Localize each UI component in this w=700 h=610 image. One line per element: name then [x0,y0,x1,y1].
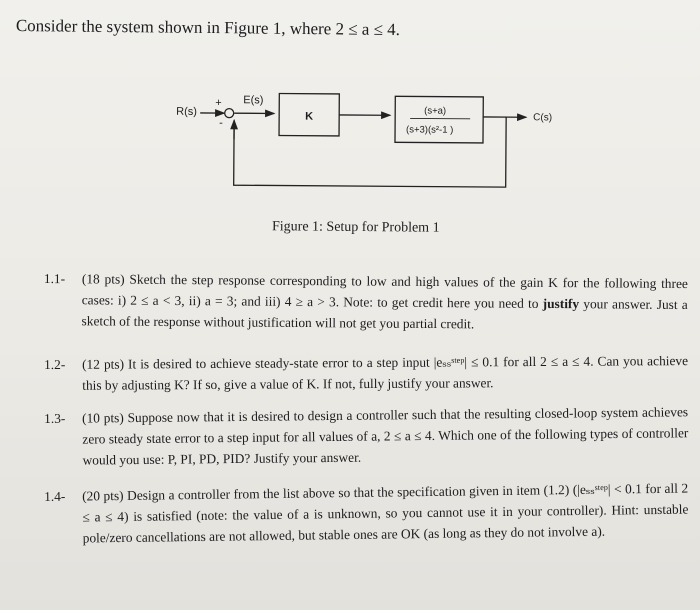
problem-text: (12 pts) It is desired to achieve steady-state error to a step input |eₛₛˢᵗᵉᵖ| ≤ 0.1 for all 2 ≤ a ≤ 4. Can you achieve this by adjusting K? If so, give a value of K. If not, fully justify your answer. [82,353,689,393]
problem-item [44,401,689,471]
problem-number: 1.3- [44,410,66,426]
output-label: C(s) [533,112,553,124]
problem-item [44,268,688,336]
sum-plus-sign: + [215,97,222,110]
sum-minus-sign: - [219,117,223,130]
input-label: R(s) [176,105,198,118]
problem-emphasis: justify [542,295,580,312]
gain-label: K [305,110,314,123]
plant-denominator: (s+3)(s²-1 ) [406,124,454,136]
feedback-path [234,115,506,187]
problem-text-part: your answer. Just a sketch of the response without justification will not get you partial credit. [81,296,688,332]
problem-item [44,350,688,396]
block-diagram [0,0,700,240]
summing-junction [225,109,234,118]
problem-text: (10 pts) Suppose now that it is desired to design a controller such that the resulting closed-loop system achieves zero steady state error to a step input for all values of a, 2 ≤ a ≤ 4. Which one of the following types of controller would you use: P, PI, PD, PID? Justify your answer. [82,404,689,468]
problem-intro: Consider the system shown in Figure 1, where 2 ≤ a ≤ 4. [15,16,401,40]
problem-item [44,478,689,549]
figure-caption: Figure 1: Setup for Problem 1 [271,219,440,236]
problem-number: 1.4- [44,488,66,504]
problem-text-part: (18 pts) Sketch the step response corresponding to low and high values of the gain K for the following three cases: i) 2 ≤ a < 3, ii) a = 3; and iii) 4 ≥ a > 3. Note: to get credit here you need to [81,271,688,311]
plant-block [395,96,483,143]
problem-number: 1.2- [44,356,66,372]
problem-text: (20 pts) Design a controller from the list above so that the specification given in item (1.2) (|eₛₛˢᵗᵉᵖ| < 0.1 for all 2 ≤ a ≤ 4) is satisfied (note: the value of a is unknown, so you cannot use it in your controller). Hint: unstable pole/zero cancellations are not allowed, but stable ones are OK (as long as they do not involve a). [82,480,689,546]
error-label: E(s) [243,94,264,107]
problem-number: 1.1- [43,270,66,287]
plant-numerator: (s+a) [424,105,447,117]
problem-text [82,268,688,336]
